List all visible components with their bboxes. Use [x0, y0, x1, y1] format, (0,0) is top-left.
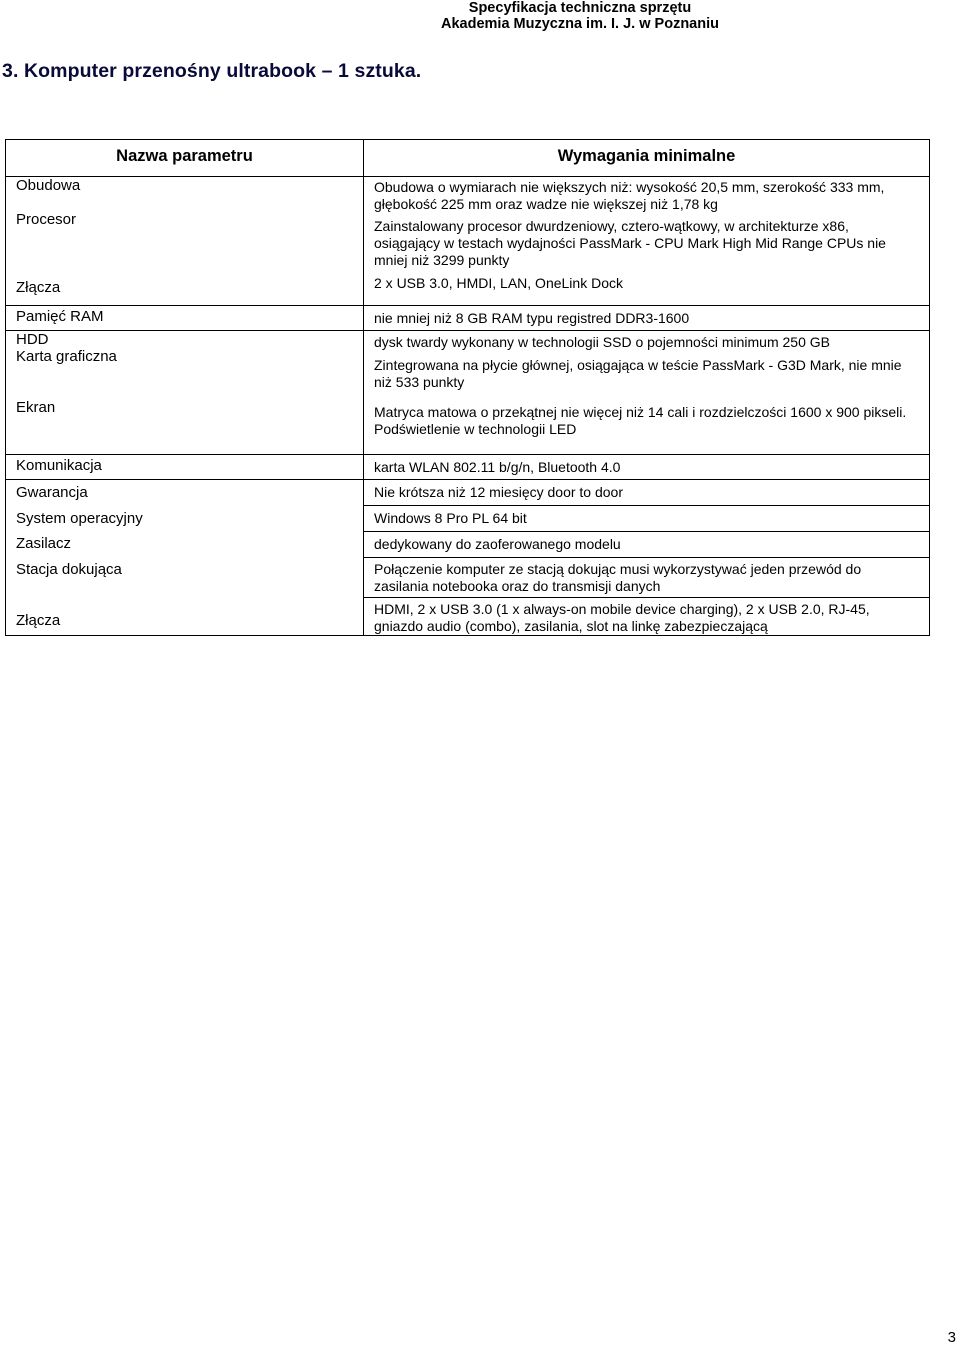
table-row — [6, 480, 930, 636]
table-row — [6, 455, 930, 480]
table-row — [6, 306, 930, 331]
param-name-ram: Pamięć RAM — [6, 306, 364, 331]
column-header-requirements: Wymagania minimalne — [364, 140, 930, 177]
req-obudowa: Obudowa o wymiarach nie większych niż: wysokość 20,5 mm, szerokość 333 mm, głębokość 225 mm oraz wadze nie większej niż 1,78 kg — [374, 179, 885, 212]
requirements-group-3 — [364, 480, 930, 636]
header-institution: Akademia Muzyczna im. I. J. w Poznaniu — [441, 16, 719, 32]
req-zlacza-2: HDMI, 2 x USB 3.0 (1 x always-on mobile device charging), 2 x USB 2.0, RJ-45, gniazdo audio (combo), zasilania, slot na linkę zabezpieczającą — [374, 601, 870, 634]
req-hdd: dysk twardy wykonany w technologii SSD o pojemności minimum 250 GB — [374, 334, 830, 350]
req-karta-graficzna: Zintegrowana na płycie głównej, osiągająca w teście PassMark - G3D Mark, nie mnie niż 533 punkty — [374, 357, 902, 390]
param-names-hdd-karta-ekran: HDD Karta graficzna Ekran — [6, 331, 364, 455]
req-zasilacz: dedykowany do zaoferowanego modelu — [364, 532, 929, 558]
req-gwarancja: Nie krótsza niż 12 miesięcy door to door — [364, 480, 929, 506]
req-procesor: Zainstalowany procesor dwurdzeniowy, cztero-wątkowy, w architekturze x86, osiągający w testach wydajności PassMark - CPU Mark High Mid Range CPUs nie mniej niż 3299 punkty — [374, 218, 886, 268]
spec-table — [5, 139, 930, 636]
page-number: 3 — [947, 1329, 956, 1346]
param-names-obudowa-procesor-zlacza: Obudowa Procesor Złącza — [6, 177, 364, 306]
requirements-group-2 — [364, 331, 930, 455]
req-ram: nie mniej niż 8 GB RAM typu registred DDR3-1600 — [364, 306, 930, 331]
param-names-gwarancja-to-zlacza: Gwarancja System operacyjny Zasilacz Stacja dokująca Złącza — [6, 480, 364, 636]
table-row — [6, 177, 930, 306]
document-header — [320, 0, 840, 32]
req-stacja-dokujaca: Połączenie komputer ze stacją dokując musi wykorzystywać jeden przewód do zasilania notebooka oraz do transmisji danych — [364, 558, 929, 598]
section-title: 3. Komputer przenośny ultrabook – 1 sztuka. — [2, 60, 422, 82]
requirements-group-1 — [364, 177, 930, 306]
table-header-row — [6, 140, 930, 177]
req-komunikacja: karta WLAN 802.11 b/g/n, Bluetooth 4.0 — [364, 455, 930, 480]
req-zlacza: 2 x USB 3.0, HMDI, LAN, OneLink Dock — [374, 275, 623, 291]
req-system-operacyjny: Windows 8 Pro PL 64 bit — [364, 506, 929, 532]
param-name-komunikacja: Komunikacja — [6, 455, 364, 480]
table-row — [6, 331, 930, 455]
req-ekran: Matryca matowa o przekątnej nie więcej niż 14 cali i rozdzielczości 1600 x 900 pikseli. Podświetlenie w technologii LED — [374, 404, 907, 437]
column-header-name: Nazwa parametru — [6, 140, 364, 177]
header-title: Specyfikacja techniczna sprzętu — [468, 0, 692, 16]
